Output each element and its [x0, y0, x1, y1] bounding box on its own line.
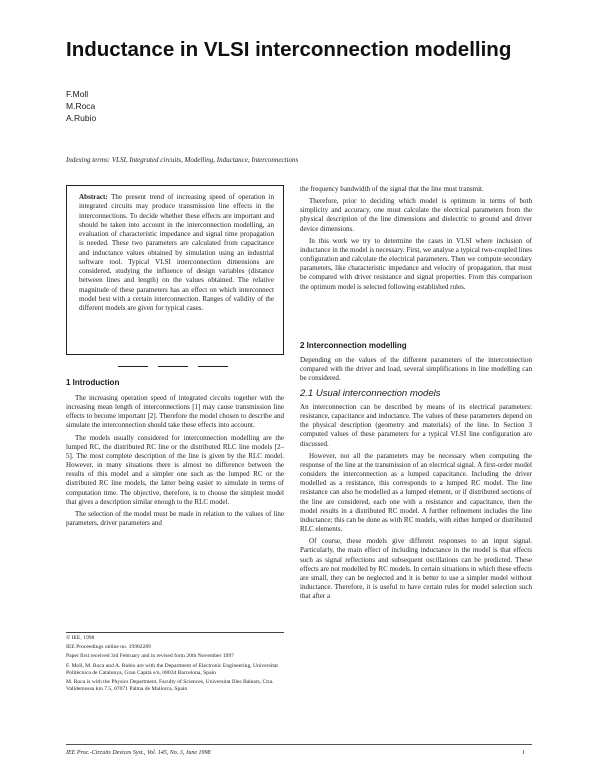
- paragraph: Therefore, prior to deciding which model is optimum in terms of both simplicity and accuracy, one must calculate the electrical parameters from the physical description of the line dimensions and dielectric to ground and driver device dimensions.: [300, 197, 532, 233]
- indexing-terms: Indexing terms: VLSI, Integrated circuits, Modelling, Inductance, Interconnections: [66, 156, 299, 164]
- footnote: M. Roca is with the Physics Department, Faculty of Sciences, Universitat Illes Balears, Ctra. Valldemossa km 7.5, 07071 Palma de Mallorca, Spain: [66, 679, 274, 693]
- footnote-rule: [66, 632, 284, 633]
- section-heading-interconnection-modelling: 2 Interconnection modelling: [300, 341, 407, 350]
- footnote: F. Moll, M. Roca and A. Rubio are with the Department of Electronic Engineering, Universitat Politècnica de Catalunya, Gran Capità s/n, 08034 Barcelona, Spain: [66, 662, 278, 676]
- footer-rule: [66, 744, 532, 745]
- author-name: F.Moll: [66, 89, 89, 99]
- section-2-1-text: [300, 403, 532, 738]
- journal-footer: IEE Proc.-Circuits Devices Syst., Vol. 145, No. 3, June 1998: [66, 750, 211, 756]
- abstract-text: The present trend of increasing speed of operation in integrated circuits may produce transmission line effects in the interconnections. To decide whether these effects are important and should be taken into account in the interconnection modelling, an evaluation of characteristic impedance and signal time propagation is needed. These two parameters are calculated from capacitance and inductance values obtained by simulation using an industrial software tool. Typical VLSI interconnection dimensions are considered, studying the influence of design variables (distance between lines and length) on the values obtained. The relative magnitude of these parameters has an effect on which interconnect model best with a certain interconnection. Ranges of validity of the different models are given for typical cases.: [79, 193, 275, 312]
- section-heading-introduction: 1 Introduction: [66, 378, 120, 387]
- abstract-box: [66, 185, 284, 355]
- separator-rule: [198, 366, 228, 367]
- paragraph: Depending on the values of the different parameters of the interconnection compared with the driver and load, several simplifications in line modelling can be considered.: [300, 356, 532, 383]
- paragraph: The selection of the model must be made in relation to the values of line parameters, driver parameters and: [66, 509, 284, 528]
- paragraph: In this work we try to determine the cases in VLSI where inclusion of inductance in the model is necessary. First, we analyse a typical two-coupled lines configuration and calculate the electrical parameters. Then we compute secondary parameters, like characteristic impedance and velocity of propagation, that must be compared with driver resistance and signal properties. From this comparison the optimum model is selected following established rules.: [300, 236, 532, 291]
- footnote: Paper first received 3rd February and in revised form 20th November 1997: [66, 653, 234, 660]
- paragraph: the frequency bandwidth of the signal that the line must transmit.: [300, 185, 484, 193]
- paragraph: The models usually considered for interconnection modelling are the lumped RC, the distributed RC line or the distributed RLC line models [2–5]. The most complete description of the line is given by the RLC model. However, in many situations there is almost no difference between the results of this model and a simpler one such as the lumped RC or the distributed RC line models, the latter being easier to simulate in terms of computation time. The objective, therefore, is to choose the simplest model that gives a description similar enough to the RLC model.: [66, 433, 284, 506]
- footnote: © IEE, 1998: [66, 635, 95, 641]
- author-name: M.Roca: [66, 101, 96, 111]
- introduction-text: [66, 394, 284, 626]
- footnotes: [66, 635, 284, 695]
- page-number: 1: [522, 750, 525, 756]
- author-name: A.Rubio: [66, 113, 97, 123]
- separator-rule: [118, 366, 148, 367]
- footnote: IEE Proceedings online no. 19982289: [66, 644, 151, 651]
- right-column-intro-continued: [300, 185, 532, 335]
- separator-rule: [158, 366, 188, 367]
- abstract-label: Abstract:: [79, 193, 108, 201]
- section-2-text: [300, 356, 532, 386]
- paragraph: The increasing operation speed of integrated circuits together with the increasing mean length of interconnections [1] may cause transmission line effects to become important [2]. Therefore the model chosen to describe and simulate the interconnection should take these effects into account.: [66, 394, 284, 430]
- paragraph: However, not all the parameters may be necessary when computing the response of the line at the transmission of an electrical signal. A first-order model considers the interconnection as a lumped capacitance. Including the driver modelled as a resistance, this corresponds to a lumped RC model. The line resistance can also be modelled as a lumped element, or if distributed sections of the line are considered, each one with a resistance and capacitance, then the model results in a distributed RC model. A further refinement includes the line inductance; this can be done as with RC models, with either lumped or distributed RLC elements.: [300, 451, 532, 534]
- paper-title: Inductance in VLSI interconnection modelling: [66, 38, 512, 61]
- author-list: [66, 88, 96, 124]
- paragraph: Of course, these models give different responses to an input signal. Particularly, the main effect of including inductance in the model is that effects such as signal reflections and subsequent oscillations can be predicted. These effects are not modelled by RC models. In certain situations in which these effects are small, they can be neglected and it is better to use a simpler model without inductance. Therefore, it is useful to have certain rules for model selection such that after a: [300, 537, 532, 601]
- subsection-heading-usual-models: 2.1 Usual interconnection models: [300, 388, 441, 399]
- paragraph: An interconnection can be described by means of its electrical parameters: resistance, capacitance and inductance. The values of these parameters depend on the physical description (geometry and materials) of the line. In Section 3 computed values of these parameters for a typical VLSI line configuration are discussed.: [300, 403, 532, 448]
